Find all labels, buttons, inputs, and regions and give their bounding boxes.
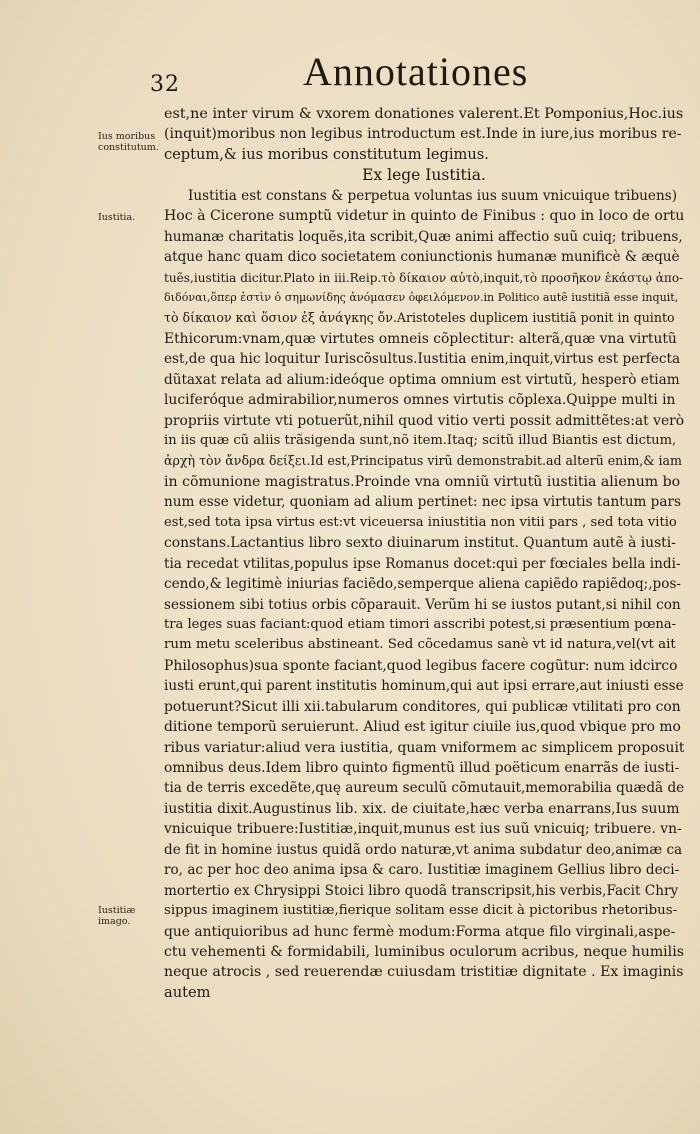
text-line: omnibus deus.Idem libro quinto figmentũ illud poëticum enarrãs de iusti- (164, 760, 680, 776)
text-line: constans.Lactantius libro sexto diuinarum institut. Quantum autẽ à iusti- (164, 535, 676, 552)
text-line: iusti erunt,qui parent institutis hominum,qui aut ipsi errare,aut iniusti esse (164, 678, 684, 695)
text-line: διδόναι,ὅπερ ἐστὶν ὁ σημωνίδης ἀνόμασεν ὀφειλόμενον.in Politico autẽ iustitiã esse inquit, (164, 290, 679, 304)
text-line: tra leges suas faciant:quod etiam timori asscribi potest,si præsentium pœna- (164, 616, 677, 632)
text-line: ἀρχὴ τὸν ἄνδρα δείξει.Id est,Principatus virũ demonstrabit.ad alterũ enim,& iam (164, 453, 682, 469)
text-line: neque atrocis , sed reuerendæ cuiusdam tristitiæ dignitate . Ex imaginis (164, 964, 684, 981)
text-line: humanæ charitatis loquẽs,ita scribit,Quæ animi affectio suũ cuiq; tribuens, (164, 228, 683, 245)
text-line: est,de qua hic loquitur Iuriscõsultus.Iustitia enim,inquit,virtus est perfecta (164, 351, 681, 368)
text-line: que antiquioribus ad hunc fermè modum:Forma atque filo virginali,aspe- (164, 923, 676, 940)
text-line: tia de terris excedẽte,quę aureum seculũ cõmutauit,memorabilia quædã de (164, 780, 684, 797)
text-line: iustitia dixit.Augustinus lib. xix. de ciuitate,hæc verba enarrans,Ius suum (164, 800, 680, 817)
text-line: ro, ac per hoc deo anima ipsa & caro. Iustitiæ imaginem Gellius libro deci- (164, 862, 680, 879)
text-line: (inquit)moribus non legibus introductum est.Inde in iure,ius moribus re- (164, 126, 682, 143)
text-line: autem (164, 983, 211, 1001)
text-line: τὸ δίκαιον καὶ ὅσιον ἐξ ἀνάγκης ὄν.Aristoteles duplicem iustitiã ponit in quinto (164, 310, 675, 326)
text-line: est,ne inter virum & vxorem donationes valerent.Et Pomponius,Hoc.ius (164, 106, 684, 122)
text-line: Hoc à Cicerone sumptũ videtur in quinto de Finibus : quo in loco de ortu (164, 208, 684, 225)
running-head: Annotationes (303, 49, 529, 94)
text-line: de fit in homine iustus quidã ordo naturæ,vt anima subdatur deo,animæ ca (164, 841, 683, 858)
text-line: ditione temporũ seruierunt. Aliud est igitur ciuile ius,quod vbique pro mo (164, 719, 681, 736)
section-heading: Ex lege Iustitia. (362, 166, 486, 185)
text-line: tuẽs,iustitia dicitur.Plato in iii.Reip.τὸ δίκαιον αὐτὸ,inquit,τὸ προσῆκον ἑκάστῳ ἀπο- (164, 270, 684, 285)
text-line: est,sed tota ipsa virtus est:vt viceuersa iniustitia non vitii pars , sed tota vitio (164, 514, 677, 530)
text-line: sippus imaginem iustitiæ,fierique solitam esse dicit à pictoribus rhetoribus- (164, 903, 678, 919)
text-line: tia recedat vtilitas,populus ipse Romanus docet:qui per fœciales bella indi- (164, 555, 681, 572)
text-line: num esse videtur, quoniam ad alium pertinet: nec ipsa virtutis tantum pars (164, 494, 681, 511)
text-line: in cõmunione magistratus.Proinde vna omniũ virtutũ iustitia alienum bo (164, 473, 681, 490)
text-line: Iustitia est constans & perpetua voluntas ius suum vnicuique tribuens) (188, 187, 678, 204)
text-line: ctu vehementi & formidabili, luminibus oculorum acribus, neque humilis (164, 943, 684, 960)
text-line: ribus variatur:aliud vera iustitia, quam vniformem ac simplicem proposuit (164, 739, 684, 756)
text-line: Philosophus)sua sponte faciant,quod legibus facere cogũtur: num idcirco (164, 657, 678, 674)
text-line: Ethicorum:vnam,quæ virtutes omneis cõplectitur: alterã,quæ vna virtutũ (164, 330, 677, 347)
text-line: propriis virtute vti potuerũt,nihil quod vitio verti possit admittẽtes:at verò (164, 412, 684, 429)
text-line: luciferóque admirabilior,numeros omnes virtutis cõplexa.Quippe multi in (164, 392, 676, 409)
text-line: ceptum,& ius moribus constitutum legimus. (164, 145, 489, 163)
text-line: dũtaxat relata ad alium:ideóque optima omnium est virtutũ, hesperò etiam (164, 371, 680, 388)
text-line: sessionem sibi totius orbis cõparauit. Verũm hi se iustos putant,si nihil con (164, 596, 681, 613)
text-line: in iis quæ cũ aliis trãsigenda sunt,nõ item.Itaq; scitũ illud Biantis est dictum, (164, 433, 677, 448)
catchword (164, 1003, 684, 1023)
text-line: cendo,& legitimè iniurias faciẽdo,semperque aliena capiẽdo rapiẽdoq;,pos- (164, 576, 682, 593)
main-text (164, 104, 684, 1024)
text-line: rum metu sceleribus abstineant. Sed cõcedamus sanè vt id natura,vel(vt ait (164, 637, 676, 653)
margin-note-iustitia: Iustitia. (98, 212, 136, 223)
margin-note-iustitiae-imago: Iustitiæ imago. (98, 905, 136, 927)
margin-note-ius-moribus: Ius moribus constitutum. (98, 131, 159, 153)
text-line: mortertio ex Chrysippi Stoici libro quodã transcripsit,his verbis,Facit Chry (164, 882, 679, 899)
text-line: vnicuique tribuere:Iustitiæ,inquit,munus est ius suũ vnicuiq; tribuere. vn- (164, 821, 682, 838)
text-line: potuerunt?Sicut illi xii.tabularum conditores, qui publicæ vtilitati pro con (164, 698, 681, 715)
text-line: atque hanc quam dico societatem coniunctionis humanæ munificè & æquè (164, 249, 680, 266)
page-number: 32 (150, 72, 180, 97)
